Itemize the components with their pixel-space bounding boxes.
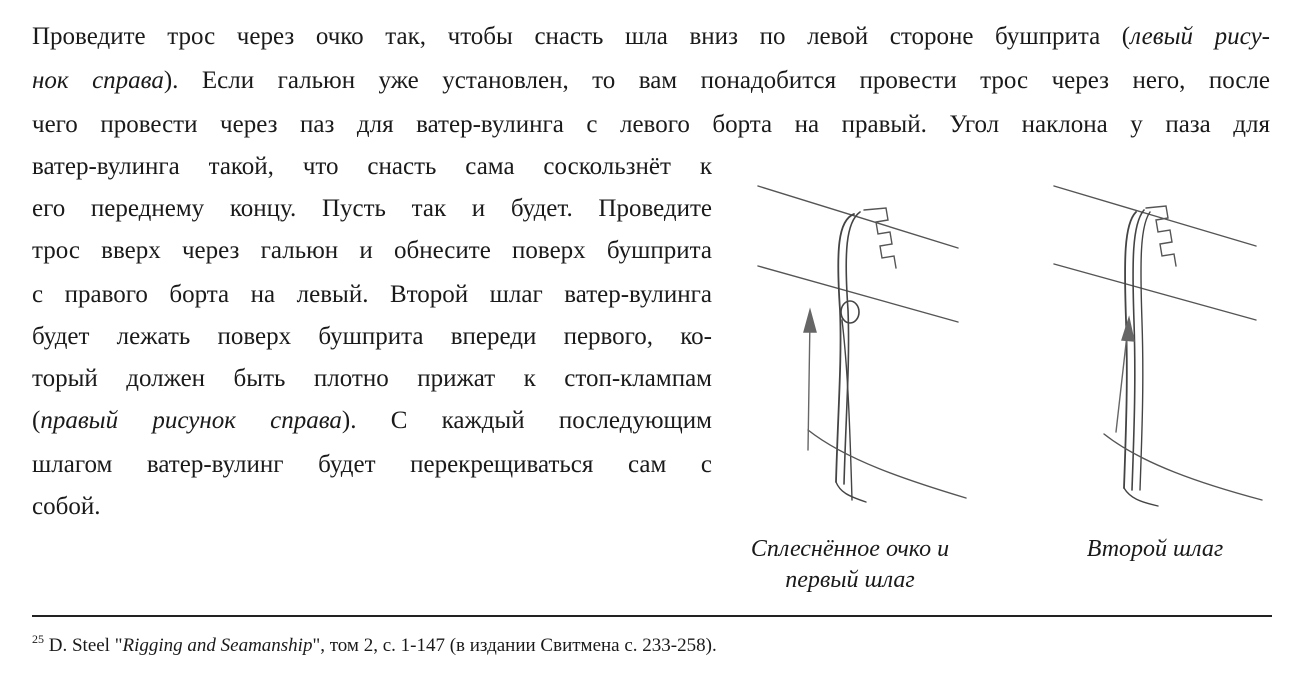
spliced-eye bbox=[841, 301, 859, 323]
hull-edge-left bbox=[808, 430, 966, 498]
footnote-separator bbox=[32, 615, 1272, 617]
caption-right: Второй шлаг bbox=[1086, 536, 1224, 562]
bowsprit-lower-edge-right bbox=[1054, 264, 1256, 320]
text-line-6: трос вверх через гальюн и обнесите поверх бушприта bbox=[32, 237, 712, 264]
text-line-8: будет лежать поверх бушприта впереди первого, ко- bbox=[32, 323, 712, 350]
text-line-5: его переднему концу. Пусть так и будет. Проведите bbox=[32, 195, 712, 222]
text-line-12: собой. bbox=[32, 493, 101, 520]
hull-edge-right bbox=[1104, 434, 1262, 500]
text-line-2: нок справа). Если гальюн уже установлен, то вам понадобится провести трос через него, после bbox=[32, 67, 1270, 94]
caption-left: Сплеснённое очко и первый шлаг bbox=[750, 536, 950, 593]
arrow-up-left bbox=[808, 318, 810, 450]
bowsprit-upper-edge-right bbox=[1054, 186, 1256, 246]
stop-cleats-left bbox=[864, 208, 896, 268]
bowsprit-upper-edge-left bbox=[758, 186, 958, 248]
text-line-7: с правого борта на левый. Второй шлаг ватер-вулинга bbox=[32, 281, 712, 308]
rigging-illustration bbox=[736, 150, 1276, 530]
text-line-10: (правый рисунок справа). С каждый последующим bbox=[32, 407, 712, 434]
text-line-11: шлагом ватер-вулинг будет перекрещиваться сам с bbox=[32, 451, 712, 478]
text-line-9: торый должен быть плотно прижат к стоп-клампам bbox=[32, 365, 712, 392]
footnote-number: 25 bbox=[32, 632, 44, 646]
text-line-3: чего провести через паз для ватер-вулинга с левого борта на правый. Угол наклона у паза для bbox=[32, 111, 1270, 138]
bowsprit-lower-edge-left bbox=[758, 266, 958, 322]
text-line-1: Проведите трос через очко так, чтобы снасть шла вниз по левой стороне бушприта (левый рису- bbox=[32, 23, 1270, 50]
footnote: $^{25}$ D. Steel "Rigging and Seamanship", том 2, с. 1-147 (в издании Свитмена с. 233-258). bbox=[32, 632, 717, 656]
text-line-4: ватер-вулинга такой, что снасть сама соскользнёт к bbox=[32, 153, 712, 180]
